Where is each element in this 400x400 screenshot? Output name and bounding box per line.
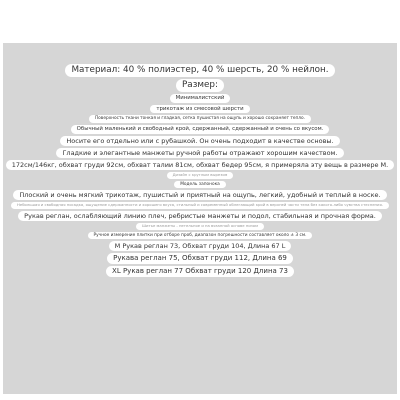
description-line: Поверхность ткани тонкая и гладкая, сетка пушистая на ощупь и хорошо сохраняет тепло. — [89, 115, 311, 122]
description-line: 172см/146кг, обхват груди 92см, обхват талии 81см, обхват бедер 95см, я примеряла эту вещь в размере М. — [6, 160, 394, 170]
description-line: Материал: 40 % полиэстер, 40 % шерсть, 20 % нейлон. — [65, 64, 334, 77]
description-line: Модель запонока — [174, 181, 226, 188]
description-line: Рукав реглан, ослабляющий линию плеч, ребристые манжеты и подол, стабильная и прочная форма. — [18, 211, 382, 221]
description-line: Гладкие и элегантные манжеты ручной работы отражают хорошим качеством. — [56, 148, 343, 158]
description-line: Носите его отдельно или с рубашкой. Он очень подходит в качестве основы. — [60, 136, 339, 146]
description-line: Размер: — [176, 79, 224, 92]
description-list — [3, 64, 397, 279]
description-line: Плоский и очень мягкий трикотаж, пушистый и приятный на ощупь, легкий, удобный и теплый в носке. — [13, 190, 386, 200]
description-line: Шитье манжеты - петельное и на вязанной основе низом — [136, 223, 264, 230]
description-line: трикотаж из смесовой шерсти — [150, 105, 249, 114]
description-line: Обычный маленький и свободный крой, сдержанный, сдержанный и очень со вкусом. — [71, 125, 330, 134]
description-line: Ручное измерение плитки при отборе проб, диапазон погрешности составляет около ± 3 см. — [88, 232, 313, 239]
description-line: Минималистский — [170, 94, 231, 103]
description-line: XL Рукав реглан 77 Обхват груди 120 Длина 73 — [106, 266, 294, 277]
description-line: Рукава реглан 75, Обхват груди 112, Длина 69 — [107, 253, 293, 264]
description-line: M Рукав реглан 73, Обхват груди 104, Длина 67 L — [109, 241, 292, 251]
description-line: Небольшая и свободная посадка, ощущение сдержанности и хорошего вкуса, стильный и современный облегающий крой в верхней части тела без какого-либо чувства стеснения. — [11, 202, 389, 209]
description-line: Дизайн с круглым вырезом — [167, 172, 234, 179]
